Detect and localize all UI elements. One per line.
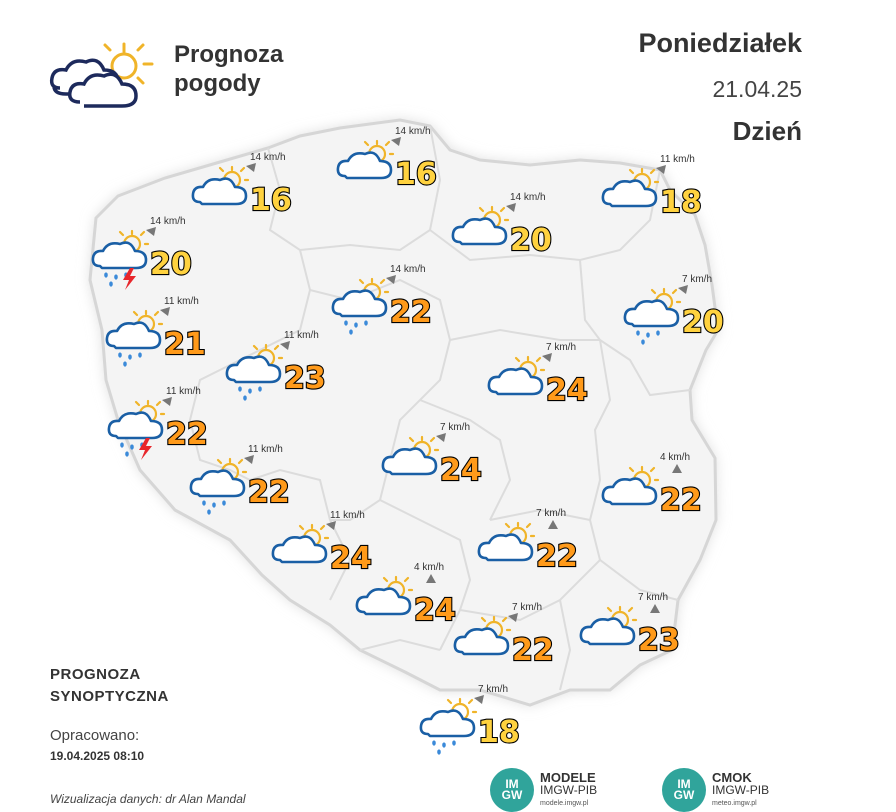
wind-speed-label: 4 km/h [414, 562, 445, 573]
cloud-sun-icon [46, 40, 156, 115]
wind-speed-label: 11 km/h [660, 154, 695, 165]
wind-speed-label: 14 km/h [390, 264, 426, 275]
forecast-type-line-2: SYNOPTYCZNA [50, 688, 169, 705]
temperature-value: 16 [250, 183, 292, 218]
wind-speed-label: 11 km/h [166, 386, 201, 397]
temperature-value: 22 [512, 633, 554, 668]
temperature-value: 21 [164, 327, 206, 362]
wind-speed-label: 11 km/h [330, 510, 365, 521]
wind-speed-label: 7 km/h [536, 508, 567, 519]
temperature-value: 22 [390, 295, 432, 330]
day-name: Poniedziałek [638, 28, 802, 58]
temperature-value: 22 [248, 475, 290, 510]
temperature-value: 23 [284, 361, 326, 396]
temperature-value: 22 [536, 539, 578, 574]
temperature-value: 24 [330, 541, 372, 576]
wind-speed-label: 11 km/h [284, 330, 319, 341]
poland-outline [90, 120, 718, 705]
brand-site: meteo.imgw.pl [712, 799, 757, 807]
imgw-logo-icon: IM GW [662, 768, 706, 812]
brand-name: CMOK [712, 769, 752, 785]
station-forecast [421, 684, 520, 755]
brand-name: MODELE [540, 769, 596, 785]
temperature-value: 20 [150, 247, 192, 282]
forecast-type-line-1: PROGNOZA [50, 666, 141, 683]
wind-speed-label: 7 km/h [512, 602, 543, 613]
title-line-1: Prognoza [174, 41, 284, 68]
temperature-value: 24 [440, 453, 482, 488]
temperature-value: 20 [510, 223, 552, 258]
prepared-label: Opracowano: [50, 727, 140, 744]
wind-speed-label: 7 km/h [440, 422, 471, 433]
wind-speed-label: 7 km/h [478, 684, 509, 695]
page-title [174, 40, 334, 98]
wind-speed-label: 7 km/h [546, 342, 577, 353]
wind-speed-label: 4 km/h [660, 452, 691, 463]
wind-direction-arrow-icon [474, 695, 484, 704]
temperature-value: 20 [682, 305, 724, 340]
rain-sun-icon [421, 699, 476, 755]
brand-org: IMGW-PIB [540, 782, 598, 797]
temperature-value: 16 [395, 157, 437, 192]
temperature-value: 23 [638, 623, 680, 658]
forecast-period: Dzień [732, 116, 802, 146]
temperature-value: 18 [478, 715, 520, 750]
wind-speed-label: 11 km/h [248, 444, 283, 455]
temperature-value: 22 [660, 483, 702, 518]
wind-speed-label: 14 km/h [250, 152, 286, 163]
wind-speed-label: 7 km/h [638, 592, 669, 603]
title-line-2: pogody [174, 70, 261, 97]
temperature-value: 24 [546, 373, 588, 408]
prepared-date: 19.04.2025 08:10 [50, 749, 145, 763]
wind-speed-label: 14 km/h [510, 192, 546, 203]
temperature-value: 18 [660, 185, 702, 220]
imgw-logo-icon: IM GW [490, 768, 534, 812]
brand-cmok[interactable] [662, 768, 769, 812]
wind-speed-label: 14 km/h [395, 126, 431, 137]
wind-speed-label: 11 km/h [164, 296, 199, 307]
wind-speed-label: 14 km/h [150, 216, 186, 227]
temperature-value: 22 [166, 417, 208, 452]
wind-speed-label: 7 km/h [682, 274, 713, 285]
brand-site: modele.imgw.pl [540, 799, 589, 807]
forecast-date: 21.04.25 [712, 76, 802, 102]
brand-modele[interactable] [490, 768, 597, 812]
temperature-value: 24 [414, 593, 456, 628]
brand-org: IMGW-PIB [712, 782, 770, 797]
visualization-credit: Wizualizacja danych: dr Alan Mandal [50, 792, 246, 806]
